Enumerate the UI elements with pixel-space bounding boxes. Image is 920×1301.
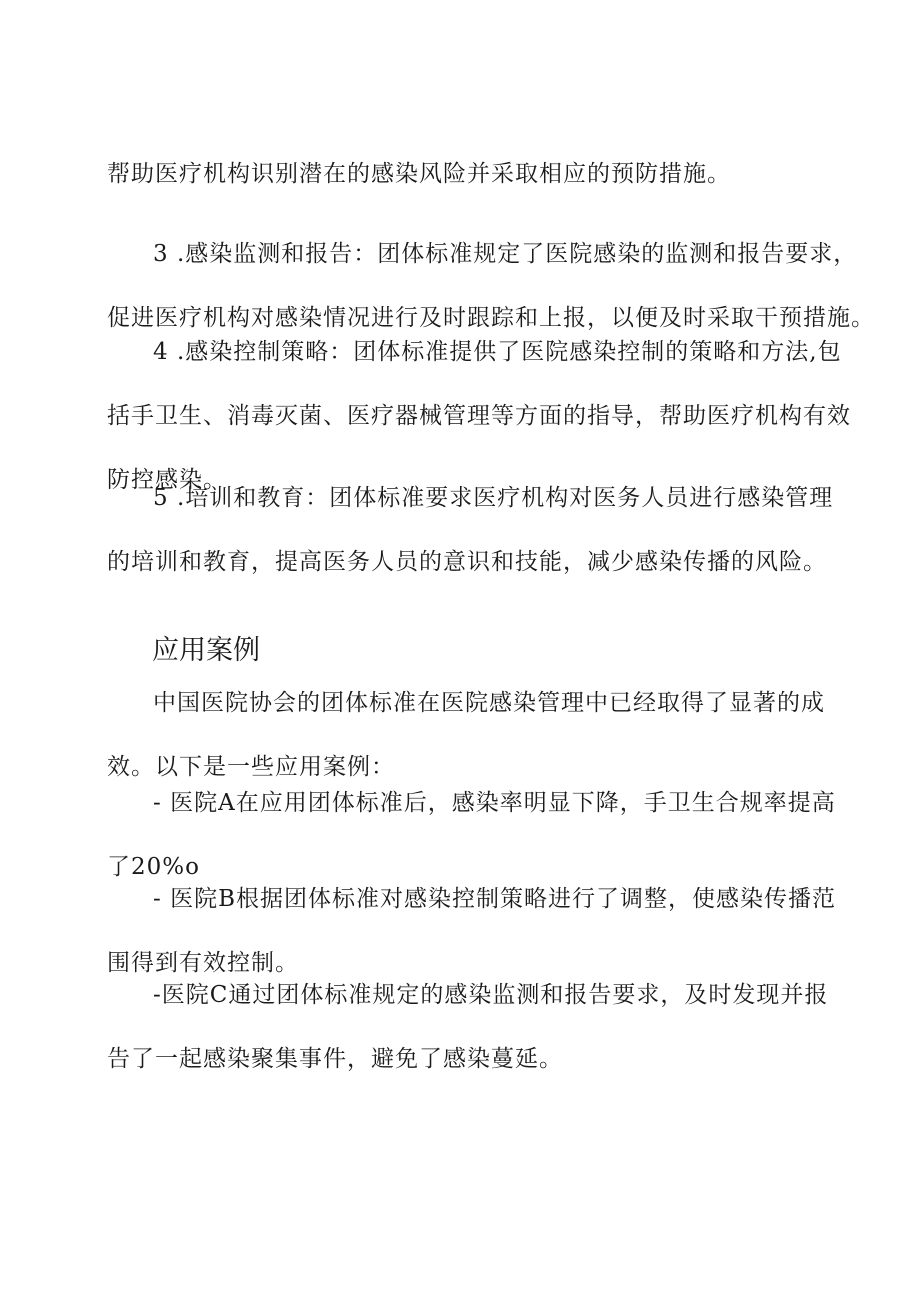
text-line: 防控感染。 [107,467,227,493]
paragraph-training-education [107,466,834,594]
paragraph-risk-prevention [107,142,823,206]
text-line: 括手卫生、消毒灭菌、医疗器械管理等方面的指导，帮助医疗机构有效 [107,403,851,429]
text-line: 告了一起感染聚集事件，避免了感染蔓延。 [107,1046,563,1072]
text-line: - 医院A在应用团体标准后，感染率明显下降，手卫生合规率提高 [153,790,836,816]
text-line: 5 .培训和教育：团体标准要求医疗机构对医务人员进行感染管理 [153,485,834,511]
section-heading: 应用案例 [152,635,260,666]
text-line: 的培训和教育，提高医务人员的意识和技能，减少感染传播的风险。 [107,549,827,575]
text-line: 促进医疗机构对感染情况进行及时跟踪和上报，以便及时采取干预措施。 [107,305,875,331]
case-item-hospital-c [107,963,829,1091]
text-line: 了20%o [107,854,200,880]
text-line: 效。以下是一些应用案例： [107,754,395,780]
text-line: 中国医院协会的团体标准在医院感染管理中已经取得了显著的成 [153,690,825,716]
text-line: 4 .感染控制策略：团体标准提供了医院感染控制的策略和方法,包 [153,339,842,365]
text-line: 帮助医疗机构识别潜在的感染风险并采取相应的预防措施。 [107,161,731,187]
text-line: - 医院B根据团体标准对感染控制策略进行了调整，使感染传播范 [153,886,836,912]
text-line: -医院C通过团体标准规定的感染监测和报告要求，及时发现并报 [153,982,829,1008]
text-line: 围得到有效控制。 [107,950,299,976]
text-line: 3 .感染监测和报告：团体标准规定了医院感染的监测和报告要求， [153,241,858,267]
